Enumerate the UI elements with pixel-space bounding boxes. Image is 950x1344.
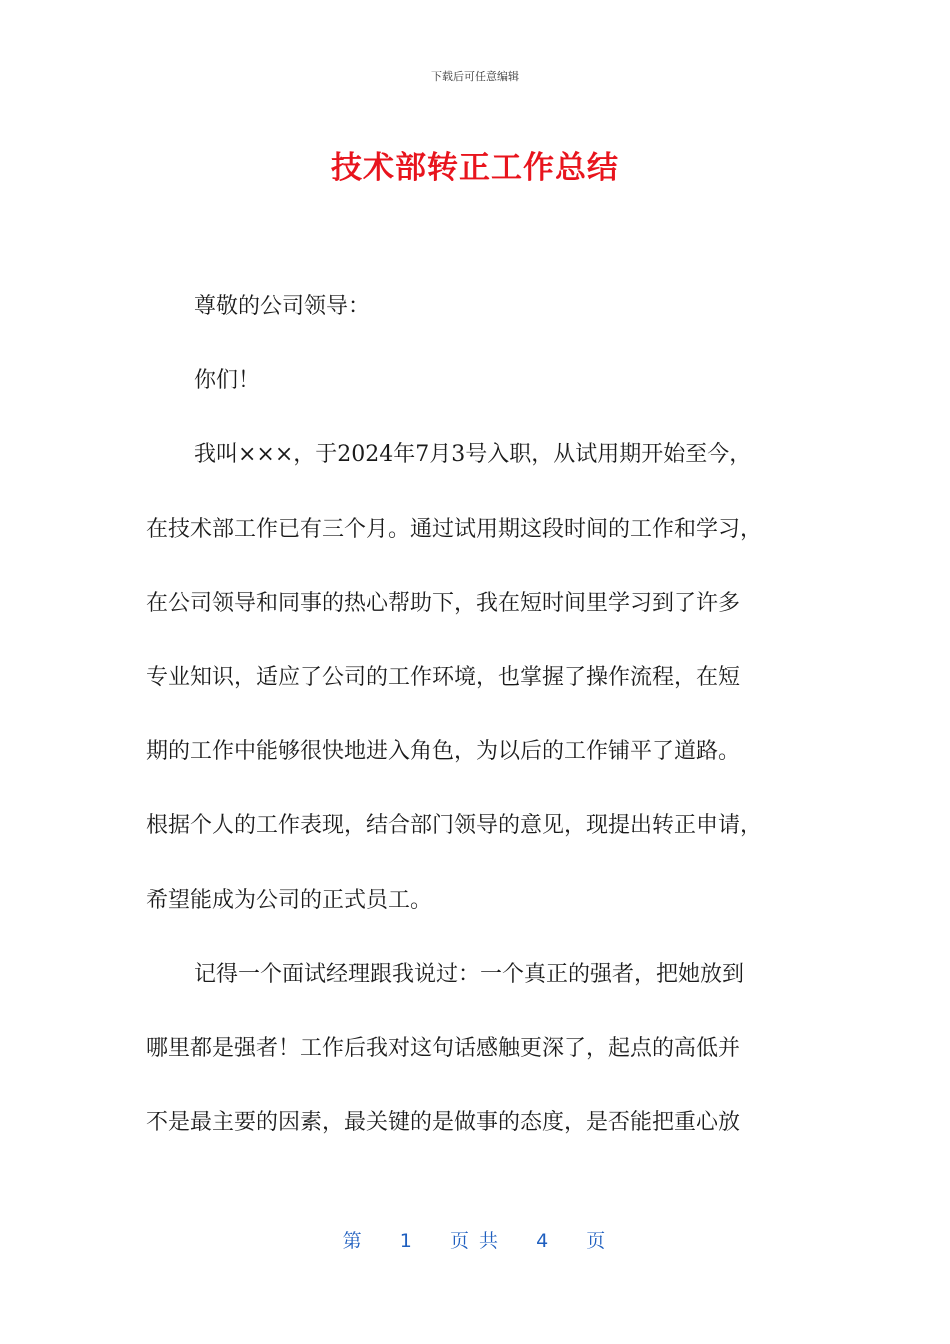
paragraph-line: 不是最主要的因素，最关键的是做事的态度，是否能把重心放 bbox=[146, 1110, 741, 1136]
greeting: 你们！ bbox=[194, 368, 261, 394]
paragraph-line: 专业知识，适应了公司的工作环境，也掌握了操作流程，在短 bbox=[146, 664, 741, 690]
header-note: 下载后可任意编辑 bbox=[431, 70, 519, 83]
document-title: 技术部转正工作总结 bbox=[331, 150, 619, 186]
salutation: 尊敬的公司领导： bbox=[194, 294, 371, 319]
page-footer bbox=[0, 1226, 950, 1253]
footer-prefix: 第 bbox=[342, 1230, 364, 1252]
paragraph-line: 记得一个面试经理跟我说过：一个真正的强者，把她放到 bbox=[194, 961, 745, 987]
paragraph-line: 期的工作中能够很快地进入角色，为以后的工作铺平了道路。 bbox=[146, 739, 741, 765]
footer-suffix: 页 bbox=[586, 1230, 608, 1252]
document-body bbox=[146, 270, 806, 1160]
paragraph-line: 根据个人的工作表现，结合部门领导的意见，现提出转正申请， bbox=[146, 813, 763, 839]
paragraph-line: 在公司领导和同事的热心帮助下，我在短时间里学习到了许多 bbox=[146, 590, 741, 616]
current-page-number: 1 bbox=[399, 1230, 414, 1252]
footer-middle: 页 共 bbox=[449, 1230, 501, 1252]
paragraph-line: 我叫×××，于2024年7月3号入职，从试用期开始至今， bbox=[194, 442, 752, 468]
paragraph-line: 希望能成为公司的正式员工。 bbox=[146, 887, 433, 913]
paragraph-line: 哪里都是强者！工作后我对这句话感触更深了，起点的高低并 bbox=[146, 1035, 741, 1061]
total-pages-number: 4 bbox=[536, 1230, 551, 1252]
paragraph-line: 在技术部工作已有三个月。通过试用期这段时间的工作和学习， bbox=[146, 516, 763, 542]
